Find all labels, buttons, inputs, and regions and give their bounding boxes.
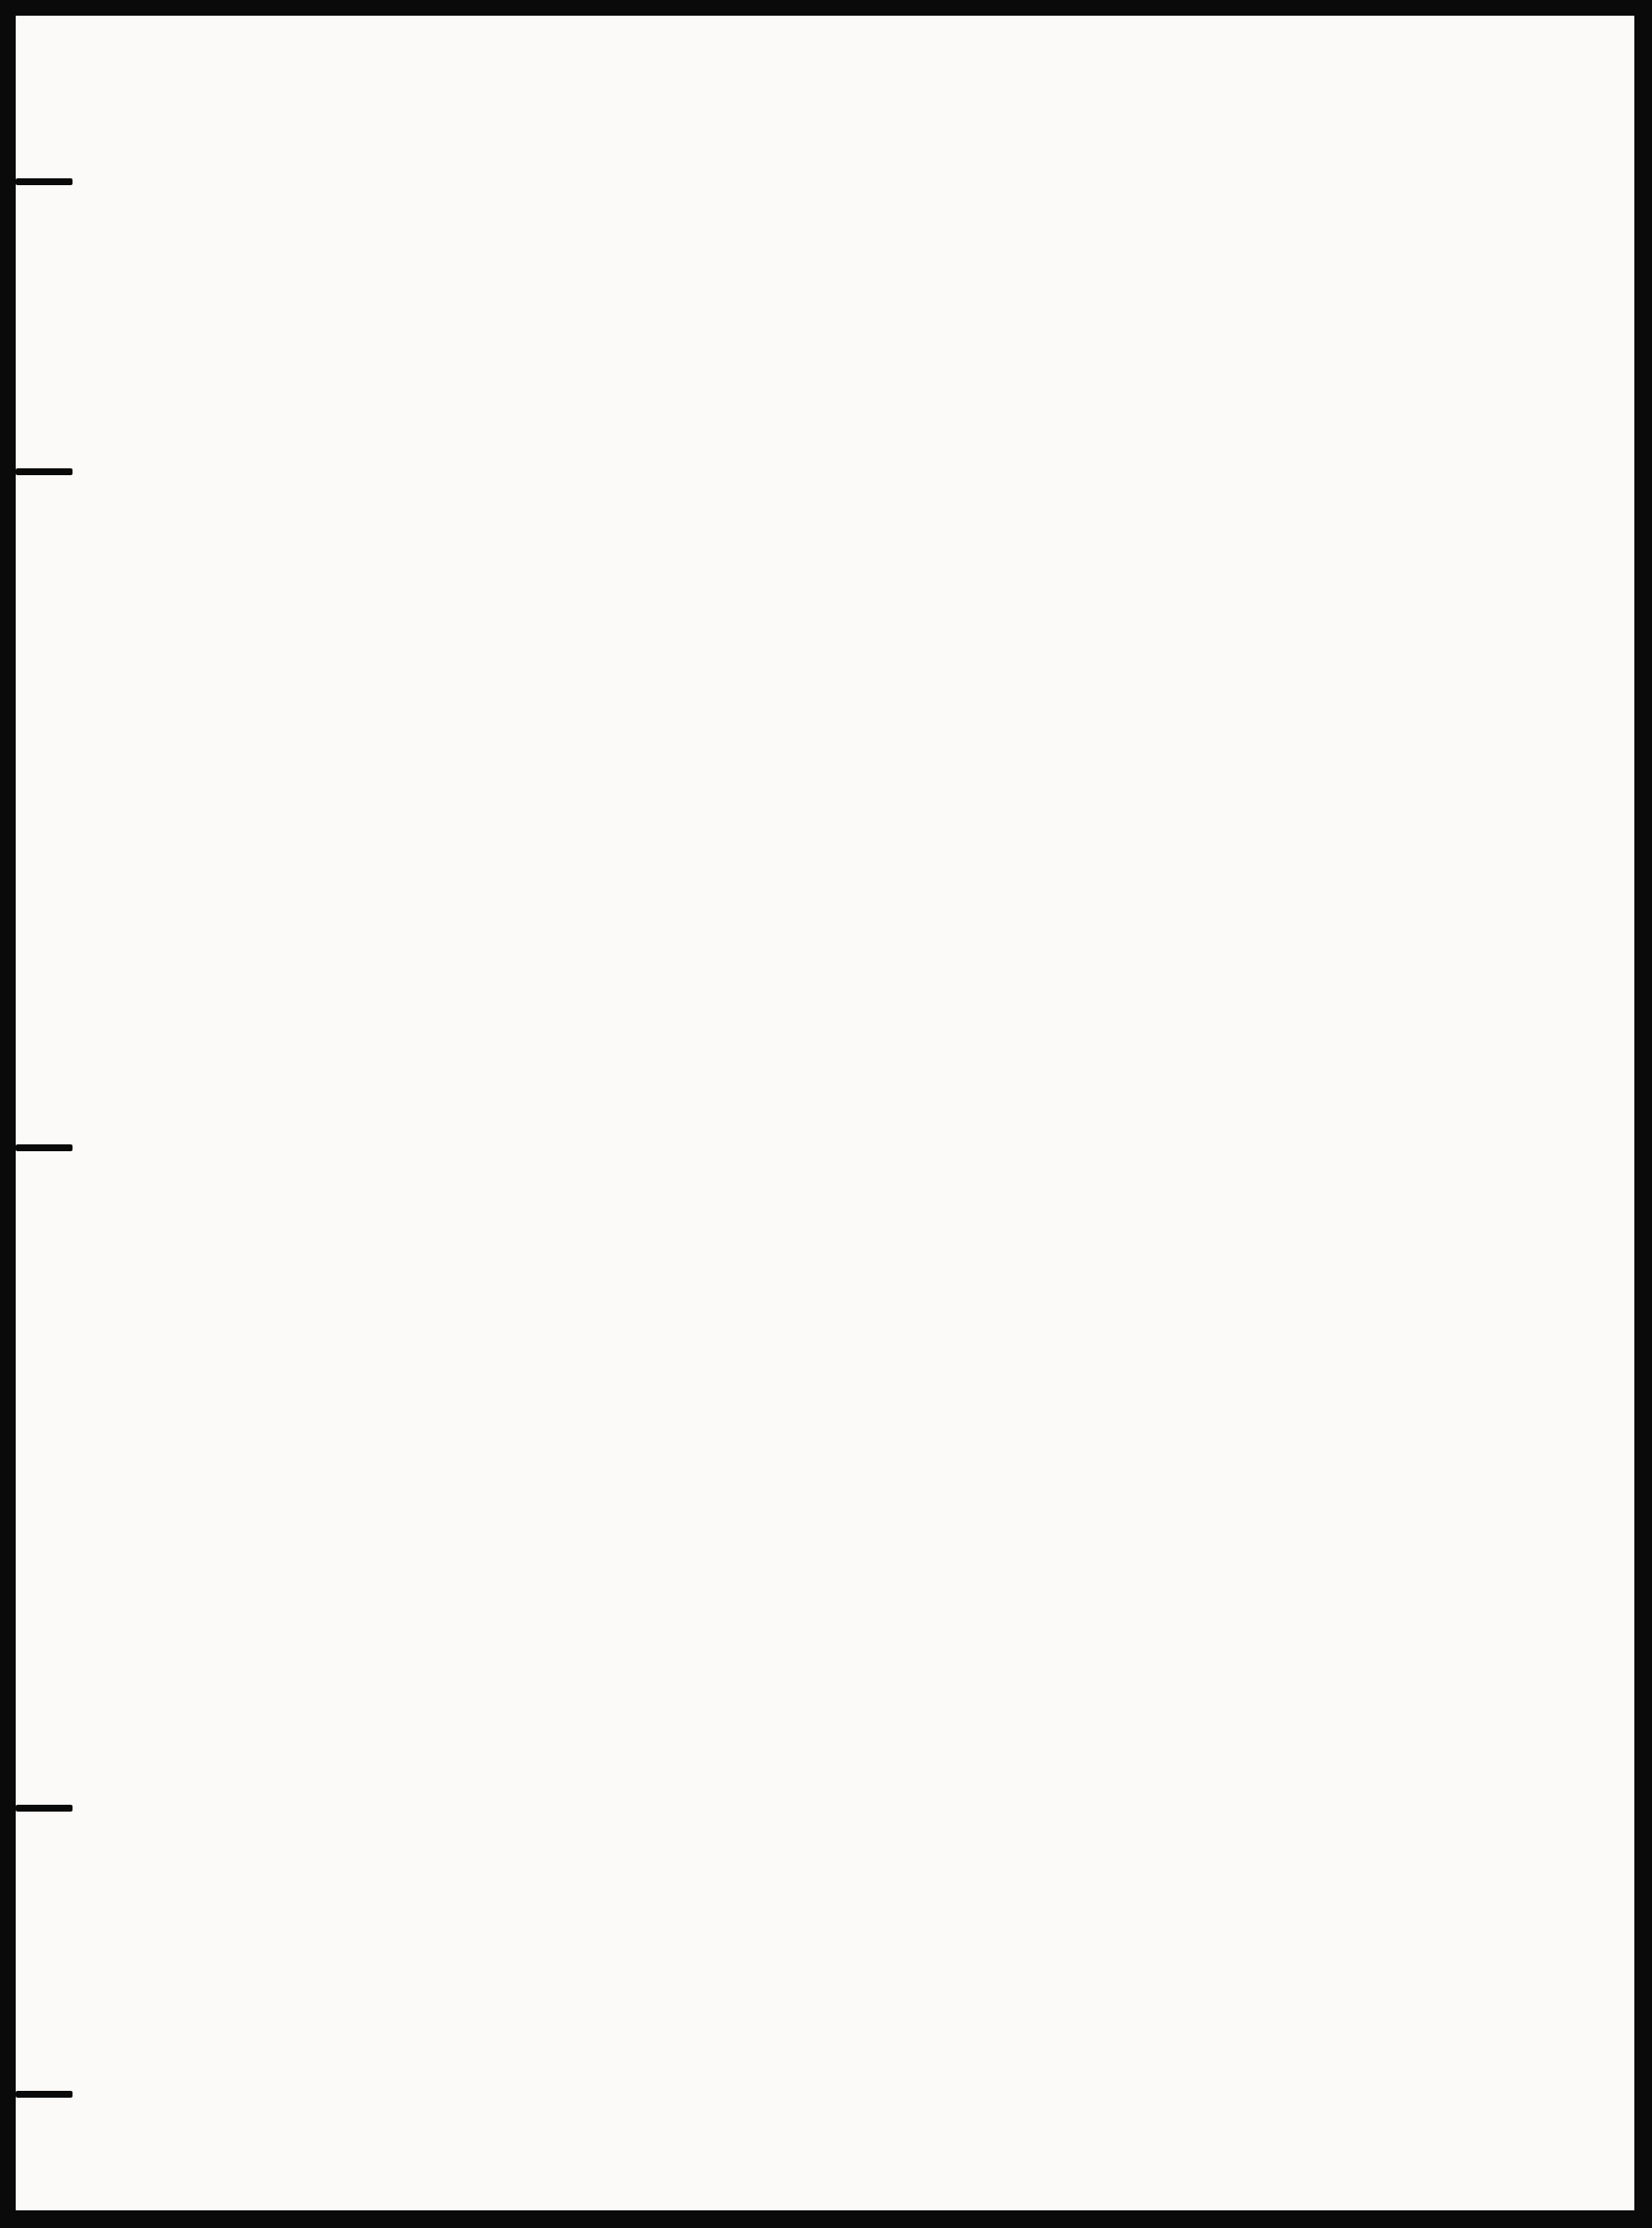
text-line (192, 1464, 1603, 1498)
text-line (192, 946, 1603, 981)
text-line (192, 463, 1603, 498)
text-line (192, 1084, 1603, 1118)
text-line (192, 153, 1603, 187)
section-heading-line (192, 981, 1603, 1015)
document-page (16, 16, 1634, 2210)
text-line (192, 1291, 1603, 1326)
text-line (192, 567, 1603, 602)
text-line (192, 1429, 1603, 1463)
text-line (192, 1635, 1603, 1670)
text-line (192, 429, 1603, 463)
text-line (192, 1015, 1603, 1049)
text-line (192, 188, 1603, 222)
text-line (192, 532, 1603, 566)
text-line (192, 257, 1603, 291)
text-line (192, 1222, 1603, 1256)
text-line (192, 1705, 1603, 1739)
text-line (192, 636, 1603, 670)
binding-hole-mark (16, 2091, 73, 2098)
text-line (192, 498, 1603, 532)
text-line (192, 1119, 1603, 1153)
text-line (192, 1049, 1603, 1084)
text-line (192, 774, 1603, 808)
text-line (192, 1601, 1603, 1635)
text-line (192, 670, 1603, 704)
text-line (192, 1843, 1603, 1877)
binding-hole-mark (16, 1144, 73, 1151)
text-line (192, 291, 1603, 325)
text-line (192, 1394, 1603, 1429)
section-heading-line (192, 1360, 1603, 1394)
text-line (192, 912, 1603, 946)
binding-hole-mark (16, 178, 73, 185)
text-line (192, 877, 1603, 911)
text-line (192, 325, 1603, 360)
text-line (192, 1498, 1603, 1532)
section-heading-line (192, 843, 1603, 877)
text-line (192, 222, 1603, 257)
section-heading-line (192, 395, 1603, 429)
text-line (192, 1256, 1603, 1290)
text-line (192, 808, 1603, 843)
text-line (192, 84, 1603, 119)
text-line (192, 1567, 1603, 1601)
text-line (192, 1671, 1603, 1705)
text-line (192, 1187, 1603, 1222)
typed-text-body (192, 84, 1603, 1877)
binding-hole-mark (16, 1805, 73, 1812)
text-line (192, 740, 1603, 774)
text-line (192, 1739, 1603, 1773)
text-line (192, 1532, 1603, 1567)
text-line (192, 1773, 1603, 1808)
text-line (192, 361, 1603, 395)
text-line (192, 119, 1603, 153)
text-line (192, 1153, 1603, 1187)
text-line (192, 704, 1603, 739)
binding-hole-mark (16, 468, 73, 475)
text-line (192, 602, 1603, 636)
text-line (192, 1326, 1603, 1360)
text-line (192, 1808, 1603, 1842)
